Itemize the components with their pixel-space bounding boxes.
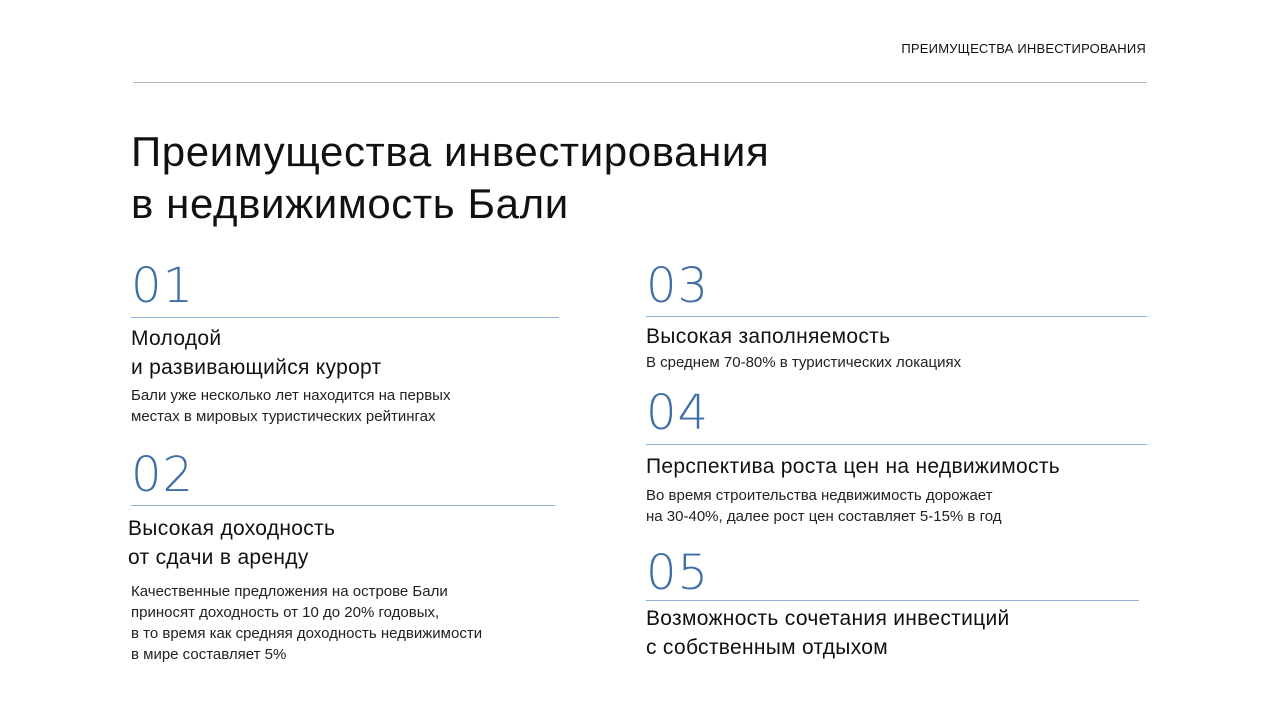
- advantage-item-02: [128, 447, 555, 665]
- item-description: [131, 581, 555, 665]
- advantage-item-03: [646, 258, 1147, 373]
- item-description-line: приносят доходность от 10 до 20% годовых,: [131, 604, 440, 621]
- item-description-line: Качественные предложения на острове Бали: [131, 583, 448, 600]
- page-title-line-2: в недвижимость Бали: [131, 180, 569, 227]
- header-divider: [133, 82, 1147, 83]
- page-title: [131, 126, 769, 230]
- item-divider: [646, 316, 1147, 317]
- item-title-line: Перспектива роста цен на недвижимость: [646, 455, 1060, 478]
- item-description-line: Во время строительства недвижимость дорожает: [646, 487, 993, 504]
- item-number: 05: [646, 545, 710, 601]
- item-divider: [131, 317, 559, 318]
- item-description-line: на 30-40%, далее рост цен составляет 5-15% в год: [646, 508, 1002, 525]
- item-description-line: местах в мировых туристических рейтингах: [131, 408, 436, 425]
- item-title-line: Молодой: [131, 327, 222, 350]
- item-description: [131, 385, 559, 427]
- item-description-line: в мире составляет 5%: [131, 646, 287, 663]
- item-description: [646, 485, 1147, 527]
- item-title: [646, 604, 1139, 662]
- item-divider: [646, 444, 1147, 445]
- advantage-item-04: [646, 385, 1147, 527]
- item-title-line: Высокая заполняемость: [646, 325, 891, 348]
- item-description-line: В среднем 70-80% в туристических локациях: [646, 354, 962, 371]
- item-title: [131, 324, 559, 382]
- item-description: [646, 352, 1147, 373]
- page-title-line-1: Преимущества инвестирования: [131, 128, 770, 175]
- advantage-item-01: [131, 258, 559, 427]
- item-title-line: от сдачи в аренду: [128, 546, 309, 569]
- item-description-line: в то время как средняя доходность недвижимости: [131, 625, 483, 642]
- section-label: ПРЕИМУЩЕСТВА ИНВЕСТИРОВАНИЯ: [901, 41, 1146, 56]
- item-title: [646, 322, 1147, 351]
- advantage-item-05: [646, 545, 1139, 662]
- item-description-line: Бали уже несколько лет находится на первых: [131, 387, 451, 404]
- item-title: [646, 452, 1147, 481]
- item-number: 03: [646, 258, 710, 314]
- item-title: [128, 514, 555, 572]
- item-number: 02: [131, 447, 195, 503]
- item-title-line: и развивающийся курорт: [131, 356, 382, 379]
- item-divider: [646, 600, 1139, 601]
- item-number: 01: [131, 258, 195, 314]
- item-divider: [131, 505, 555, 506]
- item-title-line: с собственным отдыхом: [646, 636, 888, 659]
- item-title-line: Возможность сочетания инвестиций: [646, 607, 1010, 630]
- item-title-line: Высокая доходность: [128, 517, 336, 540]
- item-number: 04: [646, 385, 710, 441]
